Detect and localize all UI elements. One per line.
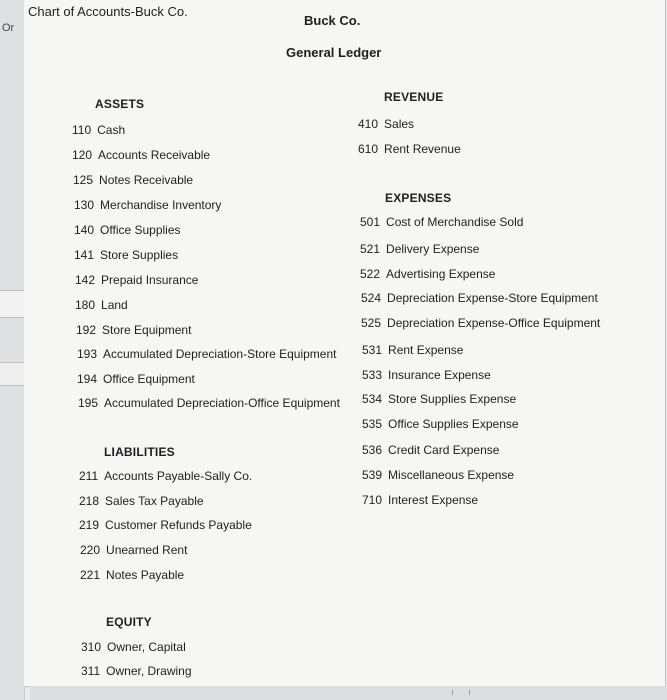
account-row: 501 Cost of Merchandise Sold [360,215,524,229]
ledger-title: General Ledger [286,45,382,60]
account-row: 120 Accounts Receivable [72,148,211,162]
account-row: 610 Rent Revenue [358,142,461,156]
account-row: 192 Store Equipment [76,323,192,337]
account-row: 193 Accumulated Depreciation-Store Equipment [77,347,337,361]
account-row: 219 Customer Refunds Payable [79,518,252,532]
account-row: 194 Office Equipment [77,372,195,386]
account-row: 533 Insurance Expense [362,368,491,382]
account-row: 218 Sales Tax Payable [79,494,204,508]
account-row: 525 Depreciation Expense-Office Equipment [361,316,601,330]
account-row: 535 Office Supplies Expense [362,417,519,431]
account-row: 524 Depreciation Expense-Store Equipment [361,291,598,305]
account-row: 140 Office Supplies [74,223,181,237]
company-name: Buck Co. [304,13,361,28]
account-row: 539 Miscellaneous Expense [362,468,515,482]
account-row: 180 Land [75,298,128,312]
side-label: Or [2,22,15,34]
account-row: 710 Interest Expense [362,493,479,507]
account-row: 521 Delivery Expense [360,242,480,256]
account-row: 410 Sales [358,117,415,131]
account-row: 141 Store Supplies [74,248,179,262]
account-row: 110 Cash [72,123,126,137]
account-row: 211 Accounts Payable-Sally Co. [79,469,253,483]
account-row: 221 Notes Payable [80,568,185,582]
horizontal-scrollbar[interactable] [30,686,667,700]
account-row: 536 Credit Card Expense [362,443,500,457]
account-row: 522 Advertising Expense [360,267,496,281]
document-title: Chart of Accounts-Buck Co. [28,4,188,19]
side-tab[interactable] [0,290,24,318]
account-row: 531 Rent Expense [362,343,464,357]
side-tab[interactable] [0,362,24,386]
left-panel-strip [0,0,25,700]
account-row: 125 Notes Receivable [73,173,194,187]
account-row: 142 Prepaid Insurance [75,273,199,287]
account-row: 130 Merchandise Inventory [74,198,222,212]
revenue-heading: REVENUE [384,90,444,104]
account-row: 220 Unearned Rent [80,543,188,557]
account-row: 311 Owner, Drawing [81,664,192,678]
scrollbar-grip-icon[interactable] [452,690,470,695]
liabilities-heading: LIABILITIES [104,445,175,459]
account-row: 534 Store Supplies Expense [362,392,517,406]
document-sheet [24,0,666,687]
expenses-heading: EXPENSES [385,191,452,205]
account-row: 195 Accumulated Depreciation-Office Equipment [78,396,340,410]
equity-heading: EQUITY [106,615,152,629]
account-row: 310 Owner, Capital [81,640,186,654]
assets-heading: ASSETS [95,97,145,111]
